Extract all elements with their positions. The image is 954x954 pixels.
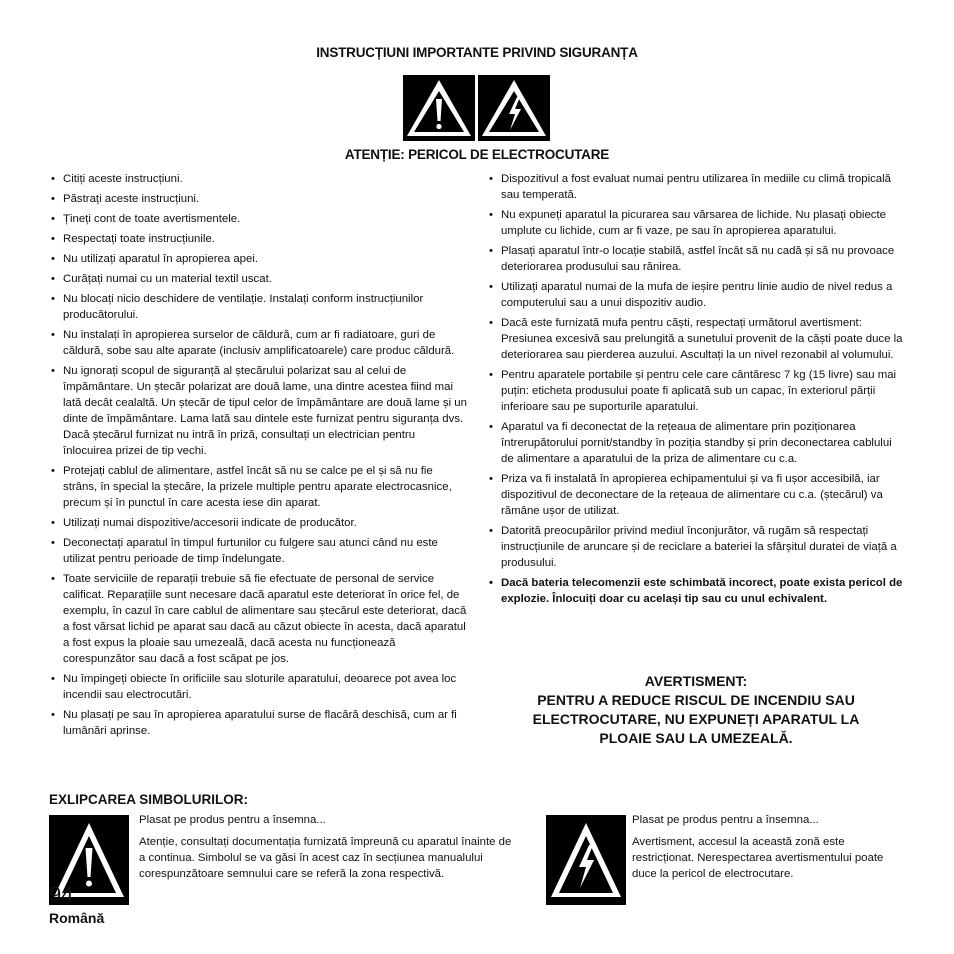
symbol-intro: Plasat pe produs pentru a însemna... [139, 814, 326, 826]
list-item: • Plasați aparatul într-o locație stabilă, astfel încât să nu cadă și să nu provoace deteriorarea produsului sau rănirea. [487, 243, 907, 275]
exclamation-triangle-icon [403, 75, 475, 141]
list-item: • Priza va fi instalată în apropierea echipamentului și va fi ușor accesibilă, iar dispozitivul de deconectare de la rețeaua de alimentare cu c.a. (ștecărul) va rămâne ușor de utilizat. [487, 471, 907, 519]
language-label: Română [49, 910, 105, 926]
symbol-description: Atenție, consultați documentația furnizată împreună cu aparatul înainte de a continua. Simbolul se va găsi în acest caz în secțiunea manualului corespunzătoare semnului care se referă la zona respectivă. [139, 836, 512, 880]
list-item: • Nu plasați pe sau în apropierea aparatului surse de flacără deschisă, cum ar fi lumânări aprinse. [49, 707, 467, 739]
lightning-triangle-icon [478, 75, 550, 141]
list-item: • Țineți cont de toate avertismentele. [49, 211, 467, 227]
list-item: • Utilizați numai dispozitive/accesorii indicate de producător. [49, 515, 467, 531]
list-item: • Nu utilizați aparatul în apropierea apei. [49, 251, 467, 267]
list-item: • Respectați toate instrucțiunile. [49, 231, 467, 247]
lightning-triangle-icon [546, 815, 626, 905]
right-instructions-list [487, 171, 907, 611]
symbols-heading: EXLIPCAREA SIMBOLURILOR: [49, 792, 248, 807]
symbol-description: Avertisment, accesul la această zonă este restricționat. Nerespectarea avertismentului poate duce la pericol de electrocutare. [632, 836, 884, 880]
section-subtitle: ATENȚIE: PERICOL DE ELECTROCUTARE [344, 147, 610, 162]
list-item: • Utilizați aparatul numai de la mufa de ieșire pentru linie audio de nivel redus a computerului sau a unui dispozitiv audio. [487, 279, 907, 311]
list-item: • Nu ignorați scopul de siguranță al ștecărului polarizat sau al celui de împământare. Un ștecăr polarizat are două lame, una dintre acestea fiind mai lată decât cealaltă. Un ștecăr de tipul celor de împământare are două lame și un dinte de împământare. Lama lată sau dintele este furnizat pentru siguranța dvs. Dacă ștecărul furnizat nu intră în priză, consultați un electrician pentru înlocuirea prizei de tip vechi. [49, 363, 467, 459]
warning-line: PLOAIE SAU LA UMEZEALĂ. [599, 730, 793, 746]
list-item: • Păstrați aceste instrucțiuni. [49, 191, 467, 207]
list-item: • Nu expuneți aparatul la picurarea sau vărsarea de lichide. Nu plasați obiecte umplute cu lichide, cum ar fi vaze, pe sau în apropierea aparatului. [487, 207, 907, 239]
page-number: 94 [49, 882, 74, 907]
warning-line: ELECTROCUTARE, NU EXPUNEȚI APARATUL LA [532, 711, 860, 727]
list-item: • Datorită preocupărilor privind mediul înconjurător, vă rugăm să respectați instrucțiunile de aruncare și de reciclare a bateriei la sfârșitul duratei de viață a produsului. [487, 523, 907, 571]
symbol-intro: Plasat pe produs pentru a însemna... [632, 814, 819, 826]
list-item: • Dacă este furnizată mufa pentru căști, respectați următorul avertisment: Presiunea excesivă sau prelungită a sunetului provenit de la căști poate duce la deteriorarea sau pierderea auzului. Ascultați la un nivel rezonabil al volumului. [487, 315, 907, 363]
page-title: INSTRUCȚIUNI IMPORTANTE PRIVIND SIGURANȚA [316, 45, 638, 60]
warning-symbol-explanation [139, 812, 517, 888]
warning-line: PENTRU A REDUCE RISCUL DE INCENDIU SAU [537, 692, 855, 708]
list-item: • Nu împingeți obiecte în orificiile sau sloturile aparatului, deoarece pot avea loc incendii sau electrocutări. [49, 671, 467, 703]
list-item: • Dispozitivul a fost evaluat numai pentru utilizarea în mediile cu climă tropicală sau temperată. [487, 171, 907, 203]
list-item: • Curățați numai cu un material textil uscat. [49, 271, 467, 287]
list-item: • Pentru aparatele portabile și pentru cele care cântăresc 7 kg (15 livre) sau mai puțin: eticheta produsului poate fi aplicată sub un capac, în exteriorul părții inferioare sau pe suporturile aparatului. [487, 367, 907, 415]
list-item: • Protejați cablul de alimentare, astfel încât să nu se calce pe el și să nu fie strâns, în special la ștecăre, la prizele multiple pentru aparate electrocasnice, precum și în punctul în care acesta iese din aparat. [49, 463, 467, 511]
list-item: • Nu blocați nicio deschidere de ventilație. Instalați conform instrucțiunilor producătorului. [49, 291, 467, 323]
shock-symbol-explanation [632, 812, 902, 888]
list-item: • Aparatul va fi deconectat de la rețeaua de alimentare prin poziționarea întrerupătorului pornit/standby în poziția standby și prin deconectarea cablului de alimentare a aparatului de la priza de alimentare cu c.a. [487, 419, 907, 467]
list-item: • Toate serviciile de reparații trebuie să fie efectuate de personal de service calificat. Reparațiile sunt necesare dacă aparatul este deteriorat în orice fel, de exemplu, în cazul în care cablul de alimentare sau ștecărul este deteriorat, dacă a fost vărsat lichid pe aparat sau dacă au căzut obiecte în acesta, dacă aparatul a fost expus la ploaie sau umezeală, dacă acesta nu funcționează corespunzător sau dacă a fost scăpat pe jos. [49, 571, 467, 667]
list-item: • Nu instalați în apropierea surselor de căldură, cum ar fi radiatoare, guri de căldură, sobe sau alte aparate (inclusiv amplificatoarele) care produc căldură. [49, 327, 467, 359]
battery-warning-item: • Dacă bateria telecomenzii este schimbată incorect, poate exista pericol de explozie. Înlocuiți doar cu același tip sau cu unul echivalent. [487, 575, 907, 607]
list-item: • Deconectați aparatul în timpul furtunilor cu fulgere sau atunci când nu este utilizat pentru perioade de timp îndelungate. [49, 535, 467, 567]
fire-shock-warning [496, 672, 896, 748]
left-instructions-list [49, 171, 467, 743]
warning-label: AVERTISMENT: [644, 673, 748, 689]
list-item: • Citiți aceste instrucțiuni. [49, 171, 467, 187]
